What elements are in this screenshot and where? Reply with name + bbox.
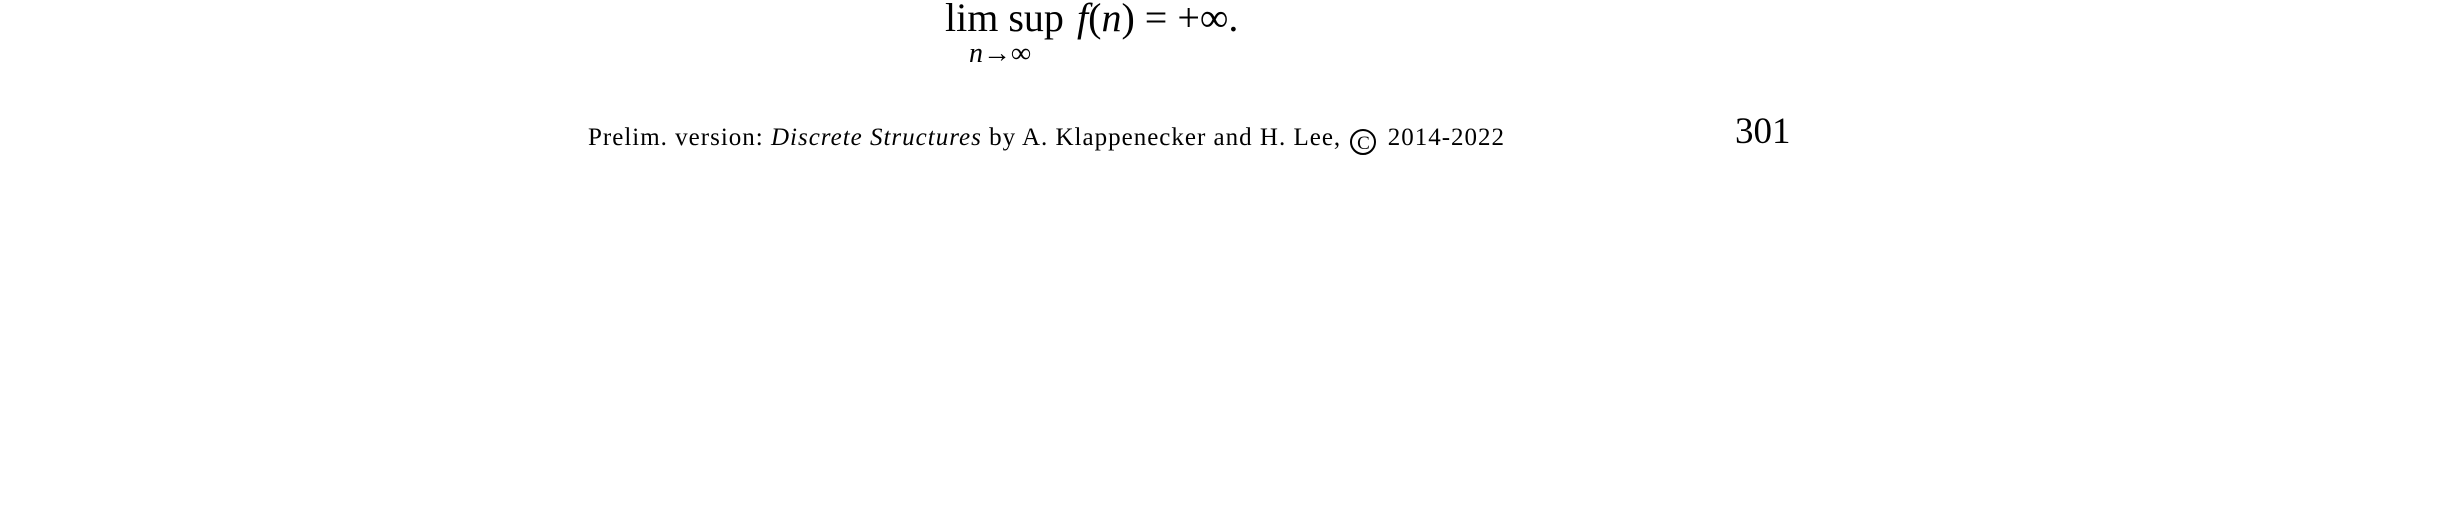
page-footer	[588, 124, 1505, 155]
footer-years: 2014-2022	[1380, 124, 1506, 151]
page-number: 301	[1735, 111, 1791, 152]
copyright-icon: C	[1350, 129, 1376, 155]
sup-word: sup	[1008, 0, 1064, 40]
variable-n: n	[1101, 0, 1122, 40]
book-title: Discrete Structures	[770, 124, 982, 151]
footer-prefix: Prelim. version:	[588, 124, 771, 151]
equation-remainder: ) = +∞.	[1121, 0, 1239, 40]
lim-word: lim	[945, 0, 999, 40]
limit-subscript: n→∞	[969, 38, 1031, 69]
limsup-operator	[945, 0, 1064, 41]
open-paren: (	[1088, 0, 1102, 40]
equation-rhs	[1077, 0, 1238, 41]
footer-authors: by A. Klappenecker and H. Lee,	[981, 124, 1342, 151]
function-symbol: f	[1077, 0, 1089, 40]
